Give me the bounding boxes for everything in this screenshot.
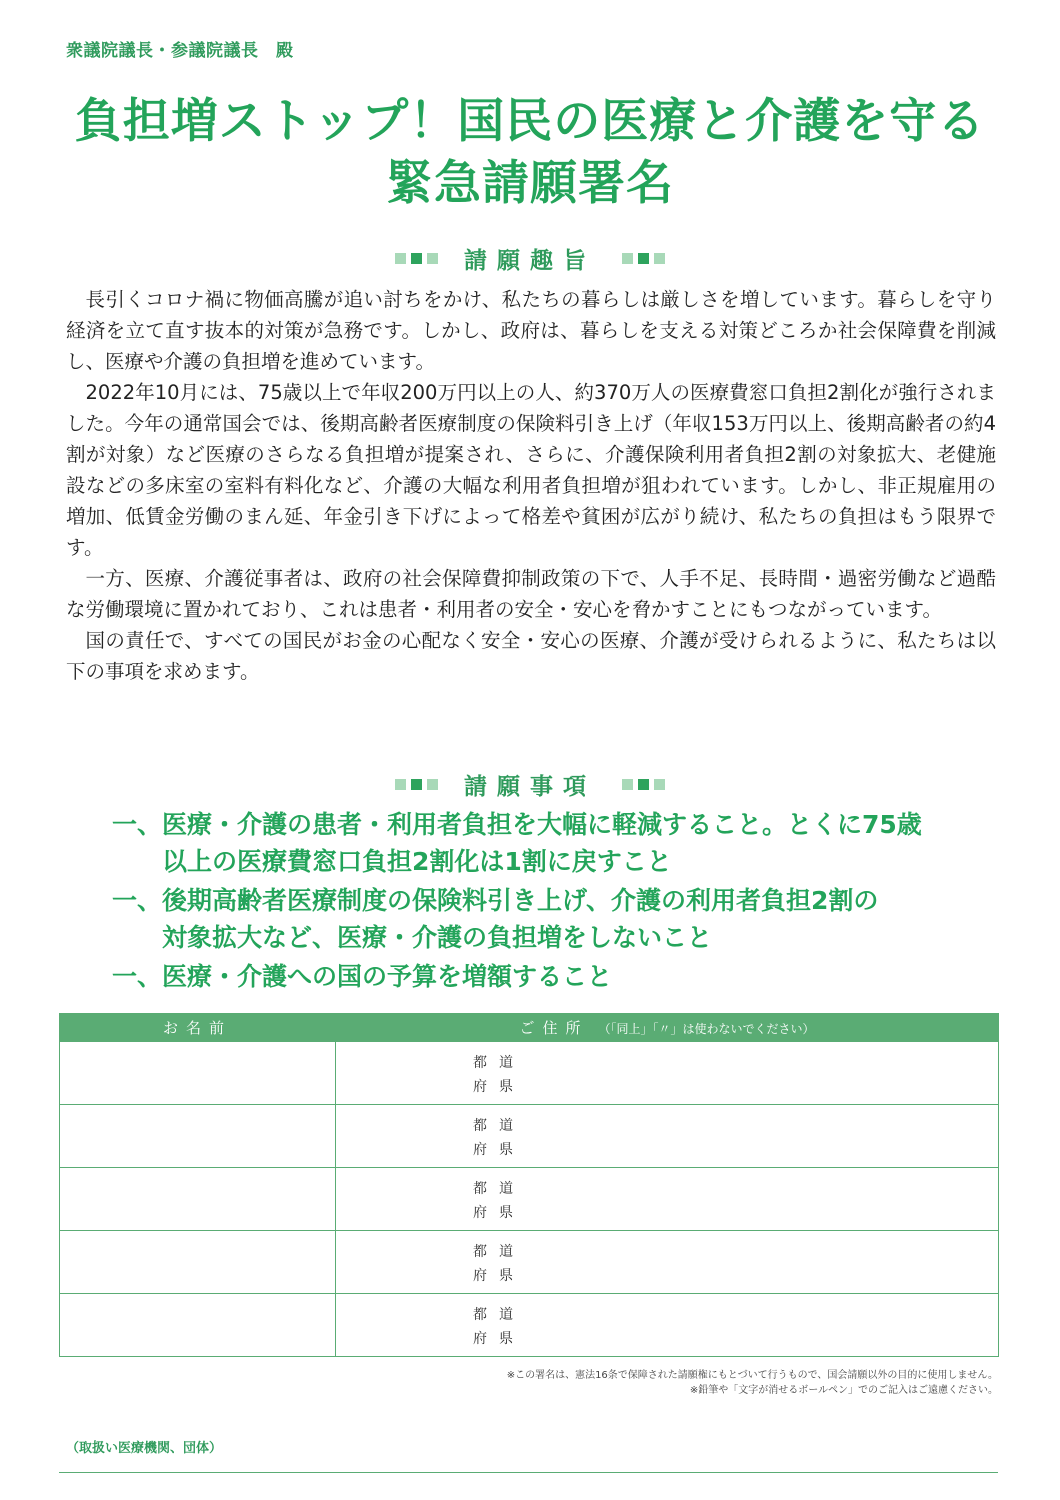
- footnotes: [507, 1368, 998, 1398]
- item-text-line1: 医療・介護の患者・利用者負担を大幅に軽減すること。とくに75歳: [162, 810, 922, 839]
- addressee: 衆議院議長・参議院議長 殿: [66, 41, 294, 61]
- item-text-line2: 以上の医療費窓口負担2割化は1割に戻すこと: [162, 847, 672, 876]
- signature-row: [60, 1294, 999, 1357]
- name-cell[interactable]: [60, 1105, 336, 1168]
- purpose-paragraph: 国の責任で、すべての国民がお金の心配なく安全・安心の医療、介護が受けられるように、私たちは以下の事項を求めます。: [66, 629, 996, 683]
- signature-row: [60, 1042, 999, 1105]
- purpose-body: [66, 284, 996, 687]
- address-column-header: ご住所 （「同上」「〃」は使わないでください）: [336, 1014, 999, 1042]
- address-cell[interactable]: [336, 1105, 999, 1168]
- footnote: ※この署名は、憲法16条で保障された請願権にもとづいて行うもので、国会請願以外の目的に使用しません。: [506, 1370, 998, 1381]
- petition-item: [112, 882, 972, 956]
- petition-item: [112, 806, 972, 880]
- decorative-squares-left: [395, 779, 438, 790]
- signature-row: [60, 1231, 999, 1294]
- item-bullet: 一、: [112, 886, 163, 915]
- address-cell[interactable]: [336, 1294, 999, 1357]
- petition-item: [112, 958, 972, 995]
- item-bullet: 一、: [112, 810, 163, 839]
- purpose-paragraph: 長引くコロナ禍に物価高騰が追い討ちをかけ、私たちの暮らしは厳しさを増しています。暮らしを守り経済を立て直す抜本的対策が急務です。しかし、政府は、暮らしを支える対策どころか社会保障費を削減し、医療や介護の負担増を進めています。: [66, 288, 996, 373]
- name-column-header: お名前: [60, 1014, 336, 1042]
- address-cell[interactable]: [336, 1168, 999, 1231]
- signature-row: [60, 1168, 999, 1231]
- signature-table: [59, 1013, 999, 1357]
- purpose-heading-label: 請願趣旨: [464, 248, 596, 274]
- decorative-squares-left: [395, 253, 438, 264]
- page-title-line2: 緊急請願署名: [386, 156, 674, 211]
- purpose-heading: [0, 242, 1060, 275]
- decorative-squares-right: [622, 253, 665, 264]
- name-cell[interactable]: [60, 1294, 336, 1357]
- prefecture-label: 都道 府県: [473, 1181, 525, 1221]
- prefecture-label: 都道 府県: [473, 1307, 525, 1347]
- page-title-line1: 負担増ストップ！国民の医療と介護を守る: [74, 94, 986, 149]
- address-cell[interactable]: [336, 1231, 999, 1294]
- item-text-line1: 後期高齢者医療制度の保険料引き上げ、介護の利用者負担2割の: [162, 886, 879, 915]
- petition-items: [112, 806, 972, 997]
- purpose-paragraph: 一方、医療、介護従事者は、政府の社会保障費抑制政策の下で、人手不足、長時間・過密労働など過酷な労働環境に置かれており、これは患者・利用者の安全・安心を脅かすことにもつながっています。: [66, 567, 996, 621]
- signature-row: [60, 1105, 999, 1168]
- item-text-line1: 医療・介護への国の予算を増額すること: [162, 962, 613, 991]
- decorative-squares-right: [622, 779, 665, 790]
- item-text-line2: 対象拡大など、医療・介護の負担増をしないこと: [162, 923, 713, 952]
- name-cell[interactable]: [60, 1168, 336, 1231]
- handler-label: （取扱い医療機関、団体）: [66, 1441, 223, 1456]
- prefecture-label: 都道 府県: [473, 1055, 525, 1095]
- prefecture-label: 都道 府県: [473, 1244, 525, 1284]
- footnote: ※鉛筆や「文字が消せるボールペン」でのご記入はご遠慮ください。: [689, 1385, 998, 1396]
- handler-underline: [59, 1472, 998, 1473]
- purpose-paragraph: 2022年10月には、75歳以上で年収200万円以上の人、約370万人の医療費窓口負担2割化が強行されました。今年の通常国会では、後期高齢者医療制度の保険料引き上げ（年収153万円以上、後期高齢者の約4割が対象）など医療のさらなる負担増が提案され、さらに、介護保険利用者負担2割の対象拡大、老健施設などの多床室の室料有料化など、介護の大幅な利用者負担増が狙われています。しかし、非正規雇用の増加、低賃金労働のまん延、年金引き下げによって格差や貧困が広がり続け、私たちの負担はもう限界です。: [66, 381, 996, 559]
- items-heading: [0, 768, 1060, 801]
- item-bullet: 一、: [112, 962, 163, 991]
- address-note: （「同上」「〃」は使わないでください）: [598, 1022, 815, 1036]
- items-heading-label: 請願事項: [464, 774, 596, 800]
- name-cell[interactable]: [60, 1042, 336, 1105]
- name-cell[interactable]: [60, 1231, 336, 1294]
- address-cell[interactable]: [336, 1042, 999, 1105]
- prefecture-label: 都道 府県: [473, 1118, 525, 1158]
